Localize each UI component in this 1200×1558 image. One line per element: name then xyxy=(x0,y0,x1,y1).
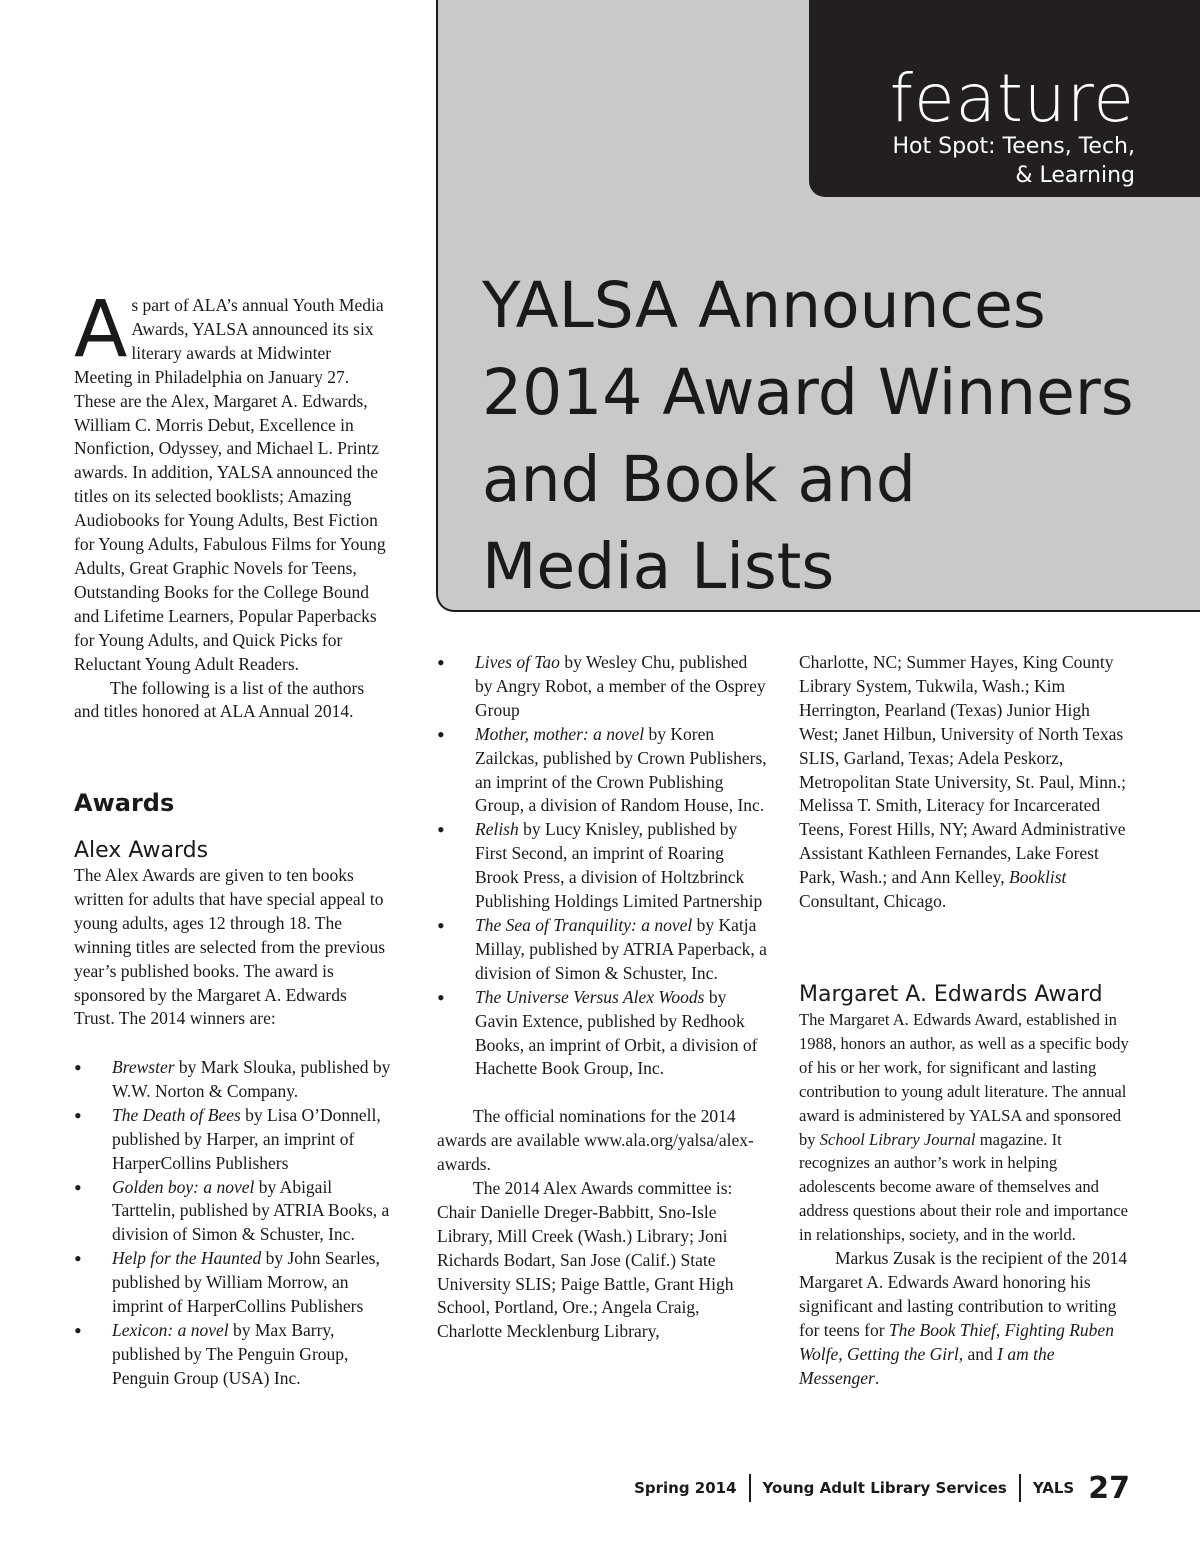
edwards-heading: Margaret A. Edwards Award xyxy=(799,982,1103,1007)
headline-line3: and Book and xyxy=(482,443,916,516)
feature-subtitle-line1: Hot Spot: Teens, Tech, xyxy=(892,134,1135,159)
book-title: Golden boy: a novel xyxy=(112,1176,255,1197)
slj-italic: School Library Journal xyxy=(819,1129,976,1149)
book-details: by John Searles, published by William Morrow, an imprint of HarperCollins Publishers xyxy=(112,1248,380,1317)
winner-list-item xyxy=(74,1176,394,1248)
edwards-section xyxy=(799,982,1131,1391)
alex-heading: Alex Awards xyxy=(74,838,209,863)
awards-heading: Awards xyxy=(74,789,175,817)
book-details: by Mark Slouka, published by W.W. Norton & Company. xyxy=(112,1057,391,1101)
headline-line4: Media Lists xyxy=(482,530,835,603)
alex-winners-column-2 xyxy=(437,651,767,1344)
winner-list-item xyxy=(437,986,767,1082)
booklist-italic: Booklist xyxy=(1009,867,1067,888)
winner-list-item xyxy=(437,651,767,723)
committee-text-end: Consultant, Chicago. xyxy=(799,891,947,912)
recipient-book-messenger: I am the Messenger xyxy=(799,1343,1055,1388)
footer-divider xyxy=(749,1474,751,1502)
recipient-text: Markus Zusak is the recipient of the 2014 Margaret A. Edwards Award honoring his significant and lasting contribution to writing for teens for xyxy=(799,1248,1128,1340)
alex-committee: The 2014 Alex Awards committee is: Chair Danielle Dreger-Babbitt, Sno-Isle Library, Mill Creek (Wash.) Library; Joni Richards Bodart, San Jose (Calif.) State University SLIS; Paige Battle, Grant High School, Portland, Ore.; Angela Craig, Charlotte Mecklenburg Library, xyxy=(437,1177,734,1342)
alex-nominations: The official nominations for the 2014 awards are available www.ala.org/yalsa/alex-awards. xyxy=(437,1106,754,1175)
footer-divider xyxy=(1019,1474,1021,1502)
feature-subtitle-line2: & Learning xyxy=(1015,163,1135,188)
committee-continued xyxy=(799,651,1131,914)
book-title: Help for the Haunted xyxy=(112,1248,262,1269)
winner-list-item xyxy=(74,1247,394,1319)
winner-list-item xyxy=(437,818,767,914)
book-details: by Lisa O’Donnell, published by Harper, an imprint of HarperCollins Publishers xyxy=(112,1104,381,1173)
page-number: 27 xyxy=(1088,1470,1130,1506)
edwards-recipient xyxy=(799,1247,1131,1390)
book-title: The Death of Bees xyxy=(112,1104,241,1125)
winner-list-item xyxy=(74,1104,394,1176)
intro-paragraph xyxy=(74,285,390,677)
feature-tag xyxy=(809,0,1200,197)
book-details: by Gavin Extence, published by Redhook Books, an imprint of Orbit, a division of Hachette Book Group, Inc. xyxy=(475,986,758,1079)
book-title: The Universe Versus Alex Woods xyxy=(475,986,705,1007)
winner-list-item xyxy=(437,723,767,819)
feature-label: feature xyxy=(889,60,1135,137)
page-footer xyxy=(634,1468,1130,1508)
book-details: by Wesley Chu, published by Angry Robot, a member of the Osprey Group xyxy=(475,652,766,720)
book-title: Brewster xyxy=(112,1057,175,1077)
book-details: by Lucy Knisley, published by First Second, an imprint of Roaring Brook Press, a division of Holtzbrinck Publishing Holdings Limited Partnership xyxy=(475,819,763,912)
headline-line2: 2014 Award Winners xyxy=(482,356,1134,429)
awards-section xyxy=(74,788,390,818)
edwards-desc-end: magazine. It recognizes an author’s work in helping adolescents become aware of themselves and address questions about their role and importance in relationships, society, and in the world. xyxy=(799,1129,1129,1245)
recipient-end: . xyxy=(874,1367,880,1388)
book-title: The Sea of Tranquility: a novel xyxy=(475,914,693,935)
book-details: by Koren Zailckas, published by Crown Publishers, an imprint of the Crown Publishing Group, a division of Random House, Inc. xyxy=(475,723,767,816)
book-details: by Abigail Tarttelin, published by ATRIA Books, a division of Simon & Schuster, Inc. xyxy=(112,1176,390,1245)
footer-issue: Spring 2014 xyxy=(634,1479,737,1497)
winner-list-item xyxy=(437,914,767,986)
book-title: Lexicon: a novel xyxy=(112,1319,229,1340)
committee-text: Charlotte, NC; Summer Hayes, King County Library System, Tukwila, Wash.; Kim Herrington, Pearland (Texas) Junior High West; Janet Hilbun, University of North Texas SLIS, Garland, Texas; Adela Peskorz, Metropolitan State University, St. Paul, Minn.; Melissa T. Smith, Literacy for Incarcerated Teens, Forest Hills, NY; Award Administrative Assistant Kathleen Fernandes, Lake Forest Park, Wash.; and Ann Kelley, xyxy=(799,652,1126,888)
book-details: by Katja Millay, published by ATRIA Paperback, a division of Simon & Schuster, Inc. xyxy=(475,914,767,983)
article-headline xyxy=(482,262,1172,610)
alex-winners-list-1 xyxy=(74,1056,394,1391)
alex-description: The Alex Awards are given to ten books written for adults that have special appeal to young adults, ages 12 through 18. The winning titles are selected from the previous year’s published books. The award is sponsored by the Margaret A. Edwards Trust. The 2014 winners are: xyxy=(74,865,386,1029)
recipient-and: and xyxy=(963,1343,998,1364)
book-title: Mother, mother: a novel xyxy=(475,723,645,744)
intro-paragraph-2: The following is a list of the authors and titles honored at ALA Annual 2014. xyxy=(74,677,365,722)
edwards-desc-text: The Margaret A. Edwards Award, established in 1988, honors an author, as well as a specific body of his or her work, for significant and lasting contribution to young adult literature. The annual award is administered by YALSA and sponsored by xyxy=(799,1010,1129,1149)
edwards-description xyxy=(799,1008,1131,1247)
headline-line1: YALSA Announces xyxy=(482,269,1046,342)
winner-list-item xyxy=(74,1056,394,1104)
intro-column xyxy=(74,285,390,724)
book-title: Relish xyxy=(475,819,519,840)
winner-list-item xyxy=(74,1319,394,1391)
alex-section xyxy=(74,838,390,1031)
committee-continued-text xyxy=(799,651,1131,914)
footer-abbrev: YALS xyxy=(1032,1479,1075,1497)
footer-publication: Young Adult Library Services xyxy=(762,1479,1007,1497)
drop-cap: A xyxy=(74,285,128,375)
intro-text: s part of ALA’s annual Youth Media Awards, YALSA announced its six literary awards at Midwinter Meeting in Philadelphia on January 27. These are the Alex, Margaret A. Edwards, William C. Morris Debut, Excellence in Nonfiction, Odyssey, and Michael L. Printz awards. In addition, YALSA announced the titles on its selected booklists; Amazing Audiobooks for Young Adults, Best Fiction for Young Adults, Fabulous Films for Young Adults, Great Graphic Novels for Teens, Outstanding Books for the College Bound and Lifetime Learners, Popular Paperbacks for Young Adults, and Quick Picks for Reluctant Young Adult Readers. xyxy=(74,295,386,674)
recipient-books: The Book Thief, Fighting Ruben Wolfe, Getting the Girl, xyxy=(799,1319,1114,1364)
book-details: by Max Barry, published by The Penguin Group, Penguin Group (USA) Inc. xyxy=(112,1319,349,1388)
book-title: Lives of Tao xyxy=(475,652,560,672)
